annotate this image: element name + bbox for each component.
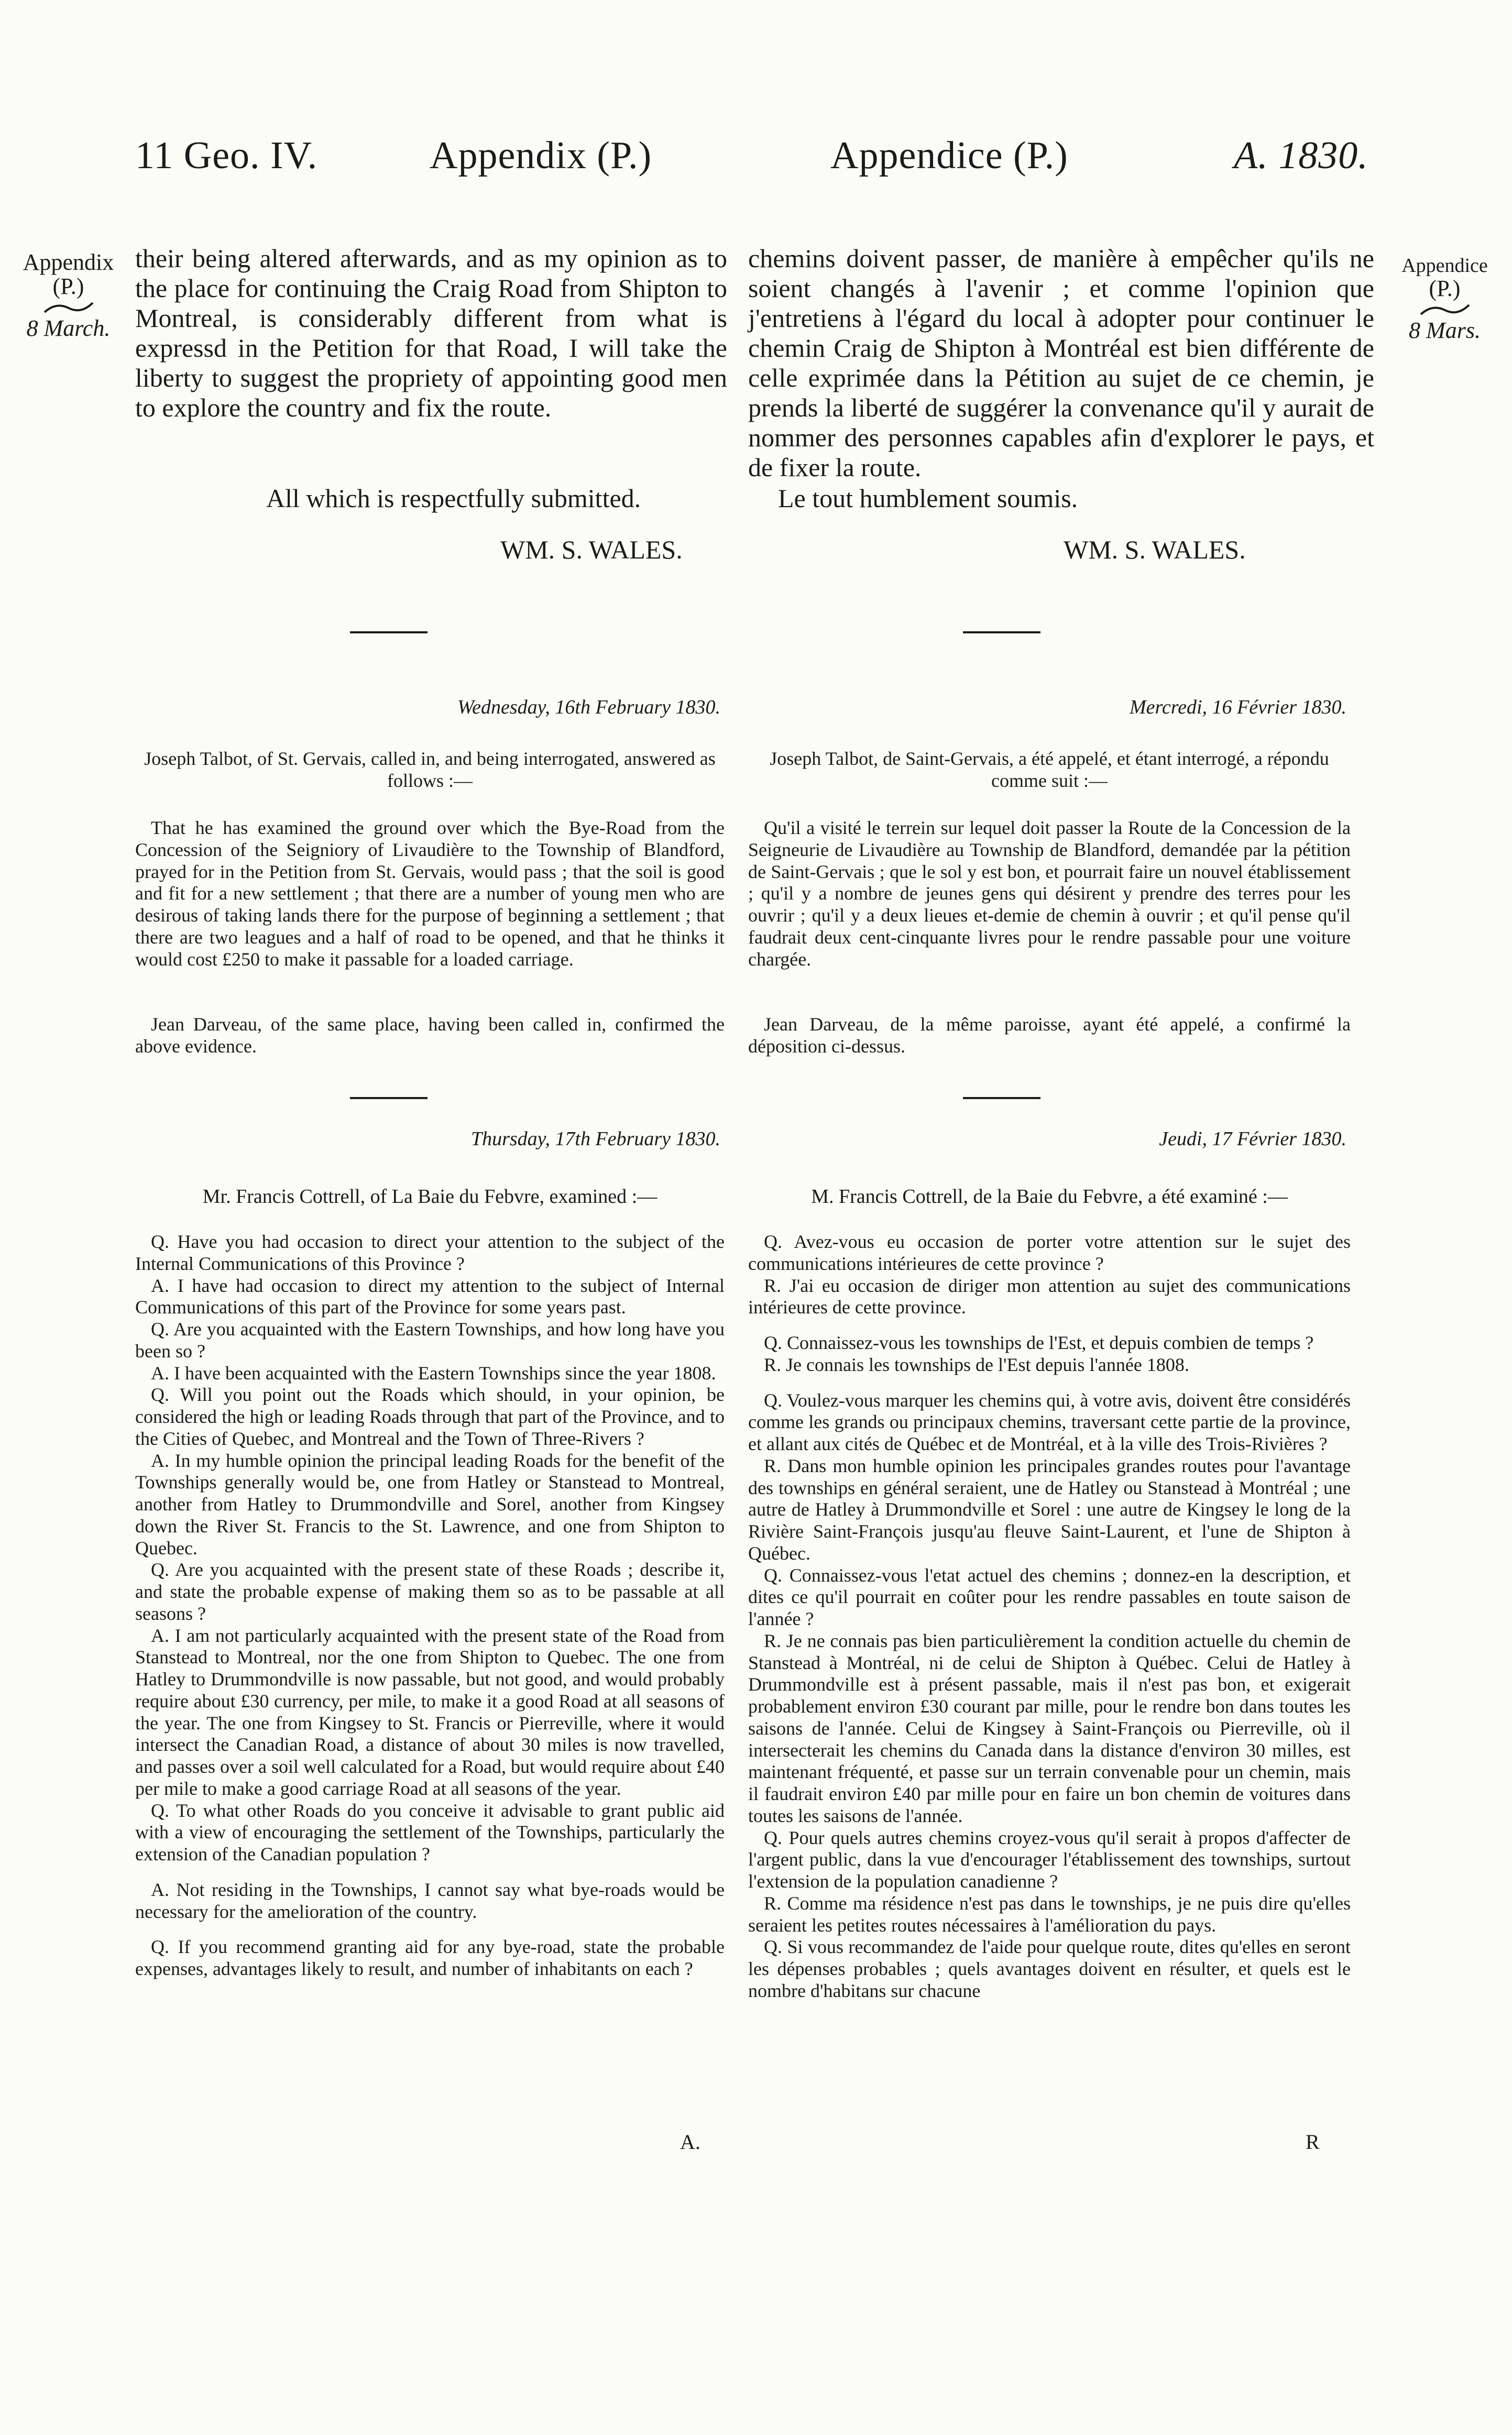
submitted-line-fr: Le tout humblement soumis. <box>778 484 1078 513</box>
margin-right-p: (P.) <box>1429 275 1461 301</box>
catchword-fr: R <box>1306 2130 1320 2154</box>
qa-item: Q. Are you acquainted with the Eastern Townships, and how long have you been so ? <box>135 1319 725 1362</box>
header-year: A. 1830. <box>1234 134 1368 177</box>
qa-item: Q. Will you point out the Roads which should, in your opinion, be considered the high or leading Roads through that part of the Province, and to the Cities of Quebec, and Montreal and the Town of Three-Rivers ? <box>135 1384 725 1449</box>
submitted-line-en: All which is respectfully submitted. <box>266 484 641 513</box>
qa-item: Q. Si vous recommandez de l'aide pour quelque route, dites qu'elles en seront les dépenses probables ; quels avantages doivent en résulter, et quels est le nombre d'habitans sur chacune <box>748 1936 1351 2001</box>
qa-item: Q. Pour quels autres chemins croyez-vous qu'il serait à propos d'affecter de l'argent public, dans la vue d'encourager l'établissement des townships, surtout l'extension de la population canadienne ? <box>748 1827 1351 1892</box>
continuation-paragraph-fr: chemins doivent passer, de manière à empêcher qu'ils ne soient changés à l'avenir ; et comme l'opinion que j'entretiens à l'égard du local à adopter pour continuer le chemin Craig de Shipton à Montréal est bien différente de celle exprimée dans la Pétition au sujet de ce chemin, je prends la liberté de suggérer la convenance qu'il y aurait de nommer des personnes capables afin d'explorer le pays, et de fixer la route. <box>748 244 1374 482</box>
margin-left-p: (P.) <box>52 273 84 300</box>
examination-en <box>135 1231 725 1980</box>
qa-item: R. J'ai eu occasion de diriger mon attention au sujet des communications intérieures de cette province. <box>748 1275 1351 1318</box>
date-heading-en: Wednesday, 16th February 1830. <box>457 696 720 718</box>
qa-item: Q. To what other Roads do you conceive it advisable to grant public aid with a view of encouraging the settlement of the Townships, particularly the extension of the Canadian population ? <box>135 1800 725 1864</box>
qa-item: A. I am not particularly acquainted with the present state of the Road from Stanstead to Montreal, nor the one from Shipton to Quebec. The one from Hatley to Drummondville is now passable, but not good, and would probably require about £30 currency, per mile, to make it a good Road at all seasons of the year. The one from Kingsey to St. Francis or Pierreville, where it would intersect the Canadian Road, a distance of about 30 miles is now travelled, and passes over a soil well calculated for a Road, but would require about £40 per mile to make a good carriage Road at all seasons of the year. <box>135 1625 725 1799</box>
testimony-fr: Qu'il a visité le terrein sur lequel doit passer la Route de la Concession de la Seigneurie de Livaudière au Township de Blandford, demandée par la pétition de Saint-Gervais ; que le sol y est bon, et pourrait faire un nouvel établissement ; qu'il y a nombre de jeunes gens qui désirent y prendre des terres pour les ouvrir ; qu'il y a deux lieues et-demie de chemin à ouvrir ; et qu'il pense qu'il faudrait deux cent-cinquante livres pour le rendre passable pour une voiture chargée. <box>748 817 1351 970</box>
swash-ornament-icon <box>1420 303 1470 316</box>
qa-item: Q. Are you acquainted with the present state of these Roads ; describe it, and state the probable expense of making them so as to be passable at all seasons ? <box>135 1559 725 1624</box>
examination-fr <box>748 1231 1351 2002</box>
section-divider <box>963 631 1040 633</box>
qa-item: A. In my humble opinion the principal leading Roads for the benefit of the Townships generally would be, one from Hatley or Stanstead to Montreal, another from Hatley to Drummondville and Sorel, another from Kingsey down the River St. Francis to the St. Lawrence, and one from Shipton to Quebec. <box>135 1450 725 1559</box>
confirmation-en: Jean Darveau, of the same place, having been called in, confirmed the above evidence. <box>135 1014 725 1057</box>
margin-left-appendix: Appendix <box>23 249 114 275</box>
section-divider <box>963 1097 1040 1099</box>
signature-en: WM. S. WALES. <box>500 535 683 564</box>
qa-item: Q. Avez-vous eu occasion de porter votre attention sur le sujet des communications intérieures de cette province ? <box>748 1231 1351 1274</box>
header-session: 11 Geo. IV. <box>135 134 318 177</box>
witness-intro-en: Joseph Talbot, of St. Gervais, called in, and being interrogated, answered as follows :— <box>144 748 716 791</box>
qa-item: R. Dans mon humble opinion les principales grandes routes pour l'avantage des townships en général seraient, une de Hatley ou Stanstead à Montréal ; une autre de Hatley à Drummondville et Sorel : une autre de Kingsey le long de la Rivière Saint-François jusqu'au fleuve Saint-Laurent, et l'une de Shipton à Québec. <box>748 1455 1351 1564</box>
qa-item: A. I have been acquainted with the Eastern Townships since the year 1808. <box>151 1362 716 1384</box>
header-appendix-fr: Appendice (P.) <box>830 134 1068 177</box>
testimony-en: That he has examined the ground over which the Bye-Road from the Concession of the Seigniory of Livaudière to the Township of Blandford, prayed for in the Petition from St. Gervais, would pass ; that the soil is good and fit for a new settlement ; that there are a number of young men who are desirous of taking lands there for the purpose of beginning a settlement ; that there are two leagues and a half of road to be opened, and that he thinks it would cost £250 to make it passable for a loaded carriage. <box>135 817 725 970</box>
qa-item: Q. Have you had occasion to direct your attention to the subject of the Internal Communications of this Province ? <box>135 1231 725 1274</box>
margin-left-date: 8 March. <box>26 315 111 342</box>
witness-intro-fr: Joseph Talbot, de Saint-Gervais, a été appelé, et étant interrogé, a répondu comme suit :— <box>770 748 1329 791</box>
confirmation-fr: Jean Darveau, de la même paroisse, ayant été appelé, a confirmé la déposition ci-dessus. <box>748 1014 1351 1057</box>
margin-note-left <box>9 250 127 341</box>
qa-item: R. Comme ma résidence n'est pas dans le townships, je ne puis dire qu'elles seraient les petites routes nécessaires à l'amélioration du pays. <box>748 1892 1351 1936</box>
qa-item: Q. If you recommend granting aid for any bye-road, state the probable expenses, advantages likely to result, and number of inhabitants on each ? <box>135 1936 725 1979</box>
date-heading-fr: Mercredi, 16 Février 1830. <box>1129 696 1346 718</box>
qa-item: A. Not residing in the Townships, I cannot say what bye-roads would be necessary for the amelioration of the country. <box>135 1879 725 1922</box>
margin-right-date: 8 Mars. <box>1409 317 1481 344</box>
witness-intro-en: Mr. Francis Cottrell, of La Baie du Febvre, examined :— <box>202 1186 658 1208</box>
qa-item: Q. Connaissez-vous l'etat actuel des chemins ; donnez-en la description, et dites ce qu'il pourrait en coûter pour les rendre passables en toute saison de l'année ? <box>748 1564 1351 1629</box>
header-appendix-en: Appendix (P.) <box>430 134 652 177</box>
qa-item: Q. Voulez-vous marquer les chemins qui, à votre avis, doivent être considérés comme les grands ou principaux chemins, traversant cette partie de la province, et allant aux cités de Québec et de Montréal, et à la ville des Trois-Rivières ? <box>748 1389 1351 1454</box>
qa-item: A. I have had occasion to direct my attention to the subject of Internal Communications of this part of the Province for some years past. <box>135 1275 725 1318</box>
catchword-en: A. <box>680 2130 700 2154</box>
qa-item: Q. Connaissez-vous les townships de l'Est, et depuis combien de temps ? <box>764 1332 1314 1353</box>
signature-fr: WM. S. WALES. <box>1064 535 1246 564</box>
continuation-paragraph-en: their being altered afterwards, and as my opinion as to the place for continuing the Craig Road from Shipton to Montreal, is considerably different from what is expressd in the Petition for that Road, I will take the liberty to suggest the propriety of appointing good men to explore the country and fix the route. <box>135 244 727 422</box>
margin-note-right <box>1383 256 1506 343</box>
witness-intro-fr: M. Francis Cottrell, de la Baie du Febvre, a été examiné :— <box>811 1186 1288 1208</box>
section-divider <box>350 1097 428 1099</box>
qa-item: R. Je ne connais pas bien particulièrement la condition actuelle du chemin de Stanstead à Montréal, ni de celui de Shipton à Québec. Celui de Hatley à Drummondville est à présent passable, mais il n'est pas bon, et exigerait probablement environ £30 courant par mille, pour le rendre bon dans toutes les saisons de l'année. Celui de Kingsey à Saint-François ou Pierreville, où il intersecterait les chemins du Canada dans la distance d'environ 30 milles, est maintenant fréquenté, et passe sur un terrain convenable pour un chemin, mais il faudrait environ £40 par mille pour en faire un bon chemin de voitures dans toutes les saisons de l'année. <box>748 1630 1351 1826</box>
qa-item: R. Je connais les townships de l'Est depuis l'année 1808. <box>764 1354 1189 1375</box>
swash-ornament-icon <box>43 301 94 314</box>
section-divider <box>350 631 428 633</box>
date-heading-fr: Jeudi, 17 Février 1830. <box>1159 1128 1346 1150</box>
date-heading-en: Thursday, 17th February 1830. <box>470 1128 720 1150</box>
margin-right-appendice: Appendice <box>1401 255 1488 277</box>
